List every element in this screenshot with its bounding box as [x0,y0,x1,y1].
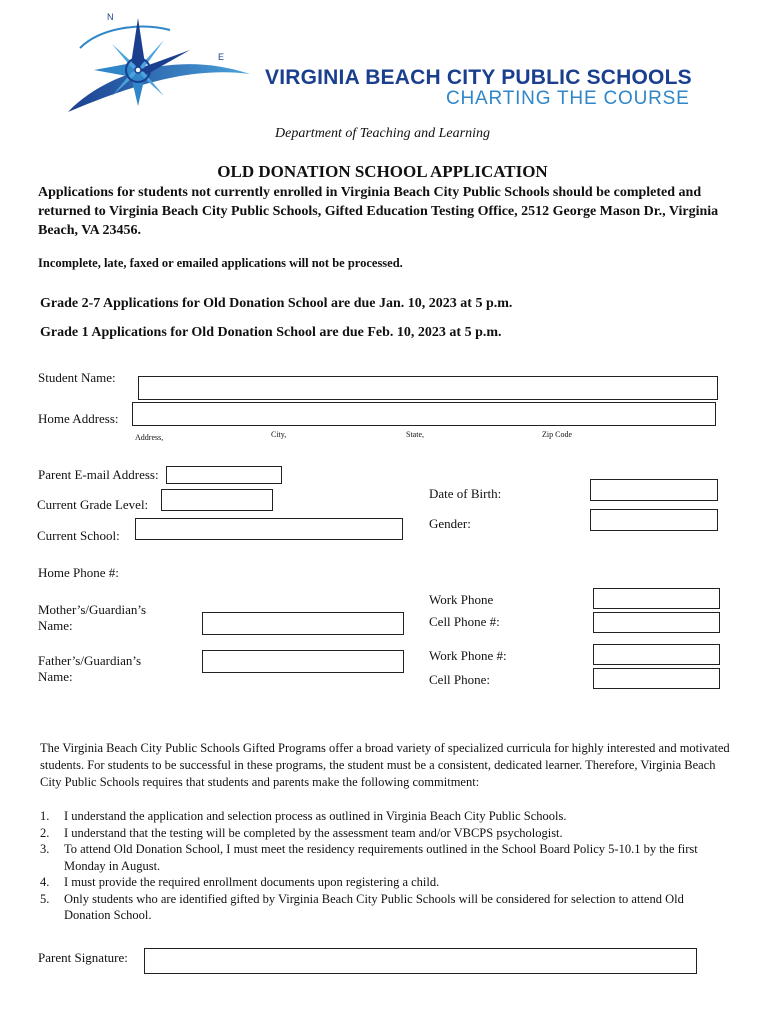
list-item-number: 3. [40,842,50,856]
commitment-intro: The Virginia Beach City Public Schools Gifted Programs offer a broad variety of specialized curricula for highly interested and motivated students. For students to be successful in these programs, the student must be a consistent, dedicated learner. Therefore, Virginia Beach City Public Schools requires that students and parents make the following commitment: [40,741,730,789]
mother-cell-phone-field[interactable] [593,612,720,633]
father-name-label-line1: Father’s/Guardian’s [38,653,142,668]
address-sublabel: Address, [135,433,164,442]
brand-title: VIRGINIA BEACH CITY PUBLIC SCHOOLS [265,66,692,89]
zip-sublabel: Zip Code [542,430,572,439]
mother-work-phone-label: Work Phone [429,592,494,607]
list-item-number: 4. [40,875,50,889]
gender-field[interactable] [590,509,718,531]
list-item [40,891,730,924]
student-name-label: Student Name: [38,370,116,385]
parent-signature-field[interactable] [144,948,697,974]
due-date-grade-2-7: Grade 2-7 Applications for Old Donation School are due Jan. 10, 2023 at 5 p.m. [40,296,513,311]
father-cell-phone-label: Cell Phone: [429,672,491,687]
list-item [40,841,730,874]
logo-letter-n: N [107,12,114,22]
mother-name-label-line2: Name: [38,618,73,633]
city-sublabel: City, [271,430,287,439]
warning-text: Incomplete, late, faxed or emailed applications will not be processed. [38,256,403,270]
father-work-phone-field[interactable] [593,644,720,665]
vbcps-compass-logo [60,8,260,123]
home-address-field[interactable] [132,402,716,426]
list-item-number: 1. [40,809,50,823]
father-cell-phone-field[interactable] [593,668,720,689]
mother-cell-phone-label: Cell Phone #: [429,614,500,629]
date-of-birth-field[interactable] [590,479,718,501]
parent-email-field[interactable] [166,466,282,484]
mother-work-phone-field[interactable] [593,588,720,609]
commitment-list [40,808,730,924]
list-item-number: 5. [40,891,50,906]
current-school-label: Current School: [37,528,120,543]
list-item-text: I understand the application and selection process as outlined in Virginia Beach City Public Schools. [64,809,567,823]
list-item [40,874,730,891]
current-grade-label: Current Grade Level: [37,497,149,512]
student-name-field[interactable] [138,376,718,400]
state-sublabel: State, [406,430,424,439]
date-of-birth-label: Date of Birth: [429,486,502,501]
form-intro: Applications for students not currently enrolled in Virginia Beach City Public Schools should be completed and returned to Virginia Beach City Public Schools, Gifted Education Testing Office, 2512 George Mason Dr., Virginia Beach, VA 23456. [38,185,719,238]
mother-name-label-line1: Mother’s/Guardian’s [38,602,147,617]
list-item [40,808,730,825]
current-school-field[interactable] [135,518,403,540]
form-title: OLD DONATION SCHOOL APPLICATION [217,162,548,181]
home-phone-label: Home Phone #: [38,565,119,580]
list-item-number: 2. [40,825,50,840]
father-name-field[interactable] [202,650,404,673]
logo-letter-e: E [218,52,225,62]
list-item-text: I must provide the required enrollment documents upon registering a child. [64,875,440,889]
brand-subtitle: CHARTING THE COURSE [446,88,690,109]
parent-email-label: Parent E-mail Address: [38,467,159,482]
mother-name-field[interactable] [202,612,404,635]
parent-signature-label: Parent Signature: [38,950,128,965]
list-item-text: Only students who are identified gifted by Virginia Beach City Public Schools will be considered for selection to attend Old Donation School. [64,891,684,922]
father-name-label-line2: Name: [38,669,73,684]
list-item [40,825,730,842]
list-item-text: To attend Old Donation School, I must meet the residency requirements outlined in the School Board Policy 5-10.1 by the first Monday in August. [64,842,698,873]
gender-label: Gender: [429,516,471,531]
home-address-label: Home Address: [38,411,119,426]
father-work-phone-label: Work Phone #: [429,648,507,663]
current-grade-field[interactable] [161,489,273,511]
due-date-grade-1: Grade 1 Applications for Old Donation School are due Feb. 10, 2023 at 5 p.m. [40,325,502,340]
list-item-text: I understand that the testing will be completed by the assessment team and/or VBCPS psychologist. [64,825,563,840]
department-line: Department of Teaching and Learning [275,126,490,141]
